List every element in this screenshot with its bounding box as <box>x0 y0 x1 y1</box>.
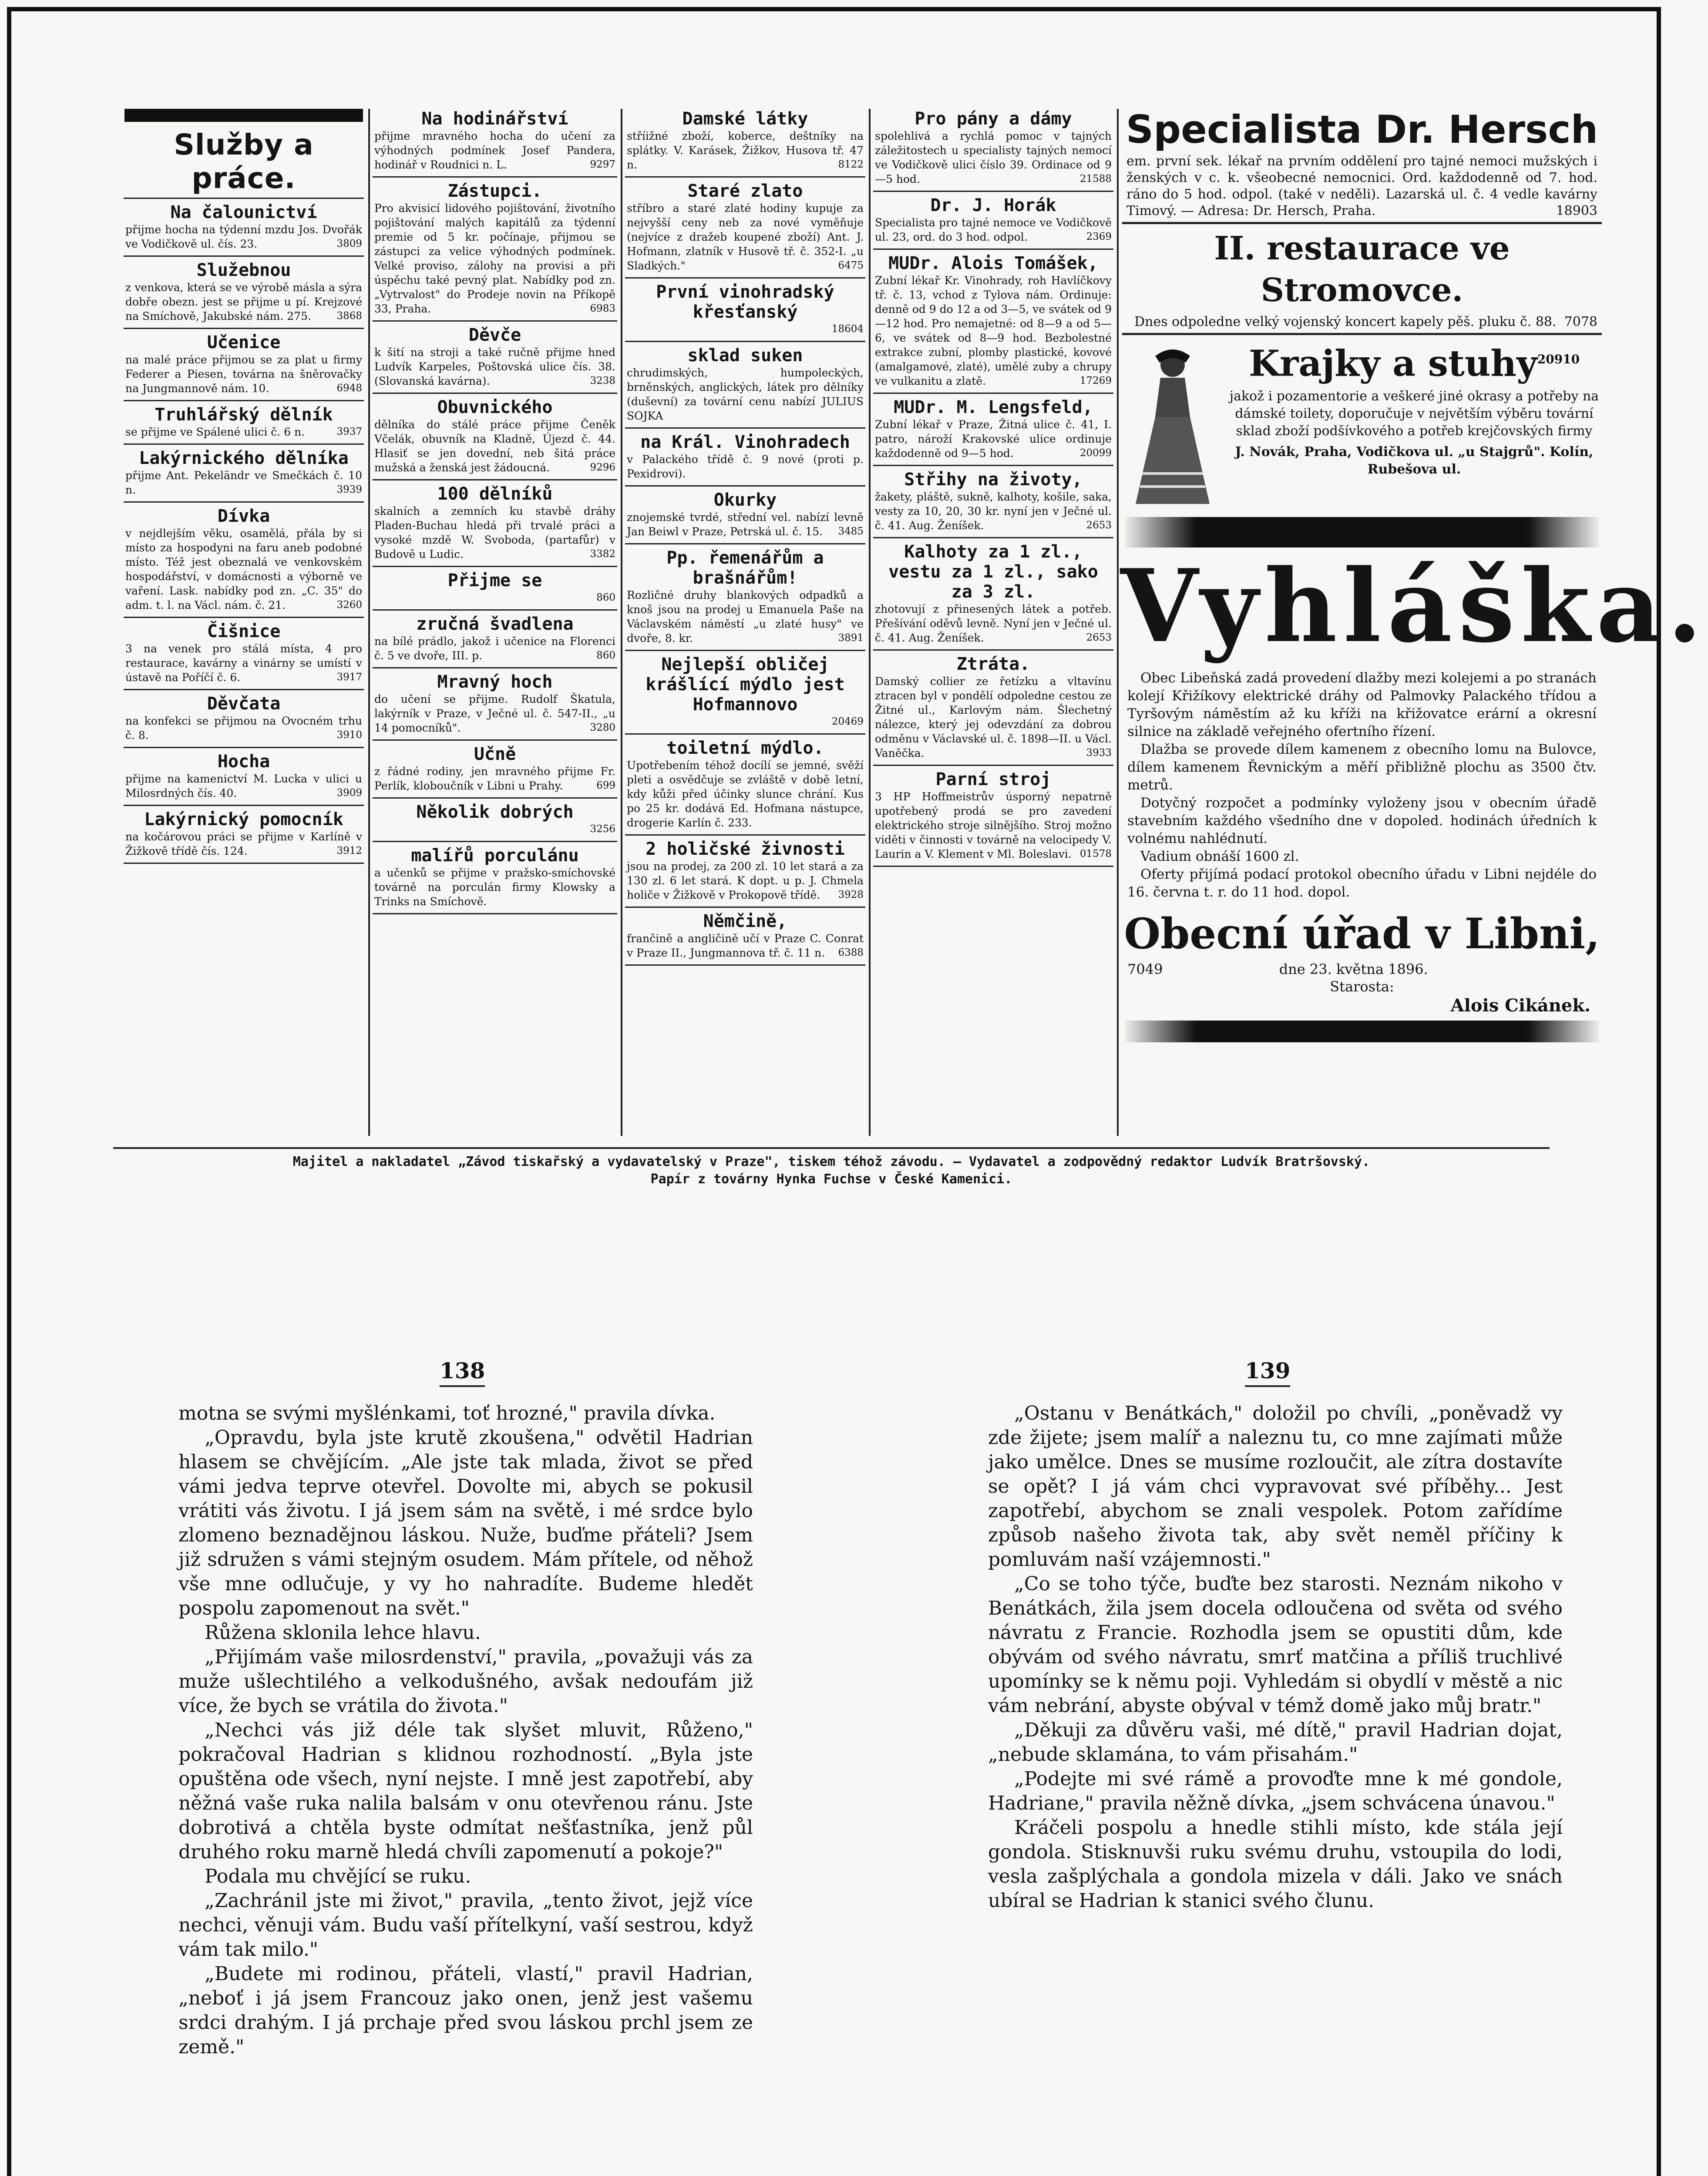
classified-ad <box>125 448 362 497</box>
ad-text: stříbro a staré zlaté hodiny kupuje za nejvyšší ceny neb za nové vyměňuje (nejvíce z dražeb koupené zboží) Ant. J. Hofmann, zlatník v Husově tř. č. 352-I. „u Sladkých." <box>627 202 864 272</box>
column-rule <box>869 109 871 1136</box>
ad-number: 6388 <box>838 947 864 958</box>
section-title: Služby a práce. <box>174 128 314 195</box>
divider <box>873 248 1113 250</box>
ad-number: 7049 <box>1127 961 1163 977</box>
classified-ad <box>374 325 615 388</box>
ad-headline: Hocha <box>217 752 270 772</box>
ad-text: žakety, pláště, sukně, kalhoty, košile, saka, vesty za 10, 20, 30 kr. nyní jen v Ječné ul. č. 41. Aug. Ženíšek. <box>875 490 1112 532</box>
ad-number: 6475 <box>838 260 864 271</box>
ad-text: jsou na prodej, za 200 zl. 10 let stará a za 130 zl. 6 let stará. K dopt. u p. J. Chmela holiče v Žižkově v Prokopově třídě. <box>627 860 864 901</box>
classified-ad <box>374 571 615 605</box>
ad-text: dělníka do stálé práce přijme Čeněk Včelák, obuvník na Kladně, Újezd č. 44. Hlasiť se jen dovední, neb šitá práce mužská a ženská jest žádoucná. <box>374 418 615 474</box>
ad-headline: Učně <box>474 744 516 764</box>
ad-headline: Lakýrnický pomocník <box>144 809 343 829</box>
ad-text: 3 na venek pro stálá místa, 4 pro restaurace, kavárny a vinárny se umístí v ústavě na Poříčí č. 6. <box>125 642 362 684</box>
ad-headline: sklad suken <box>687 346 803 366</box>
ad-number: 18903 <box>1556 203 1597 218</box>
divider <box>373 479 617 480</box>
ad-text: k šití na stroji a také ručně přijme hned Ludvík Karpeles, Poštovská ulice čís. 38. (Slovanská kavárna). <box>374 346 615 387</box>
ad-text: přijme na kamenictví M. Lucka v ulici u Milosrdných čís. 40. <box>125 772 362 799</box>
ad-number: 3928 <box>838 889 864 900</box>
divider <box>373 739 617 741</box>
classified-ad <box>125 809 362 858</box>
ad-text: Damský collier ze řetízku a vltavínu ztracen byl v pondělí odpoledne cestou ze Žitné ul., Karlovým nám. Šlechetný nálezce, který jej odevzdání za dobrou odměnu v Václavské ul. č. 1898—II. u Václ. Vaněčka. <box>875 675 1112 759</box>
divider <box>873 465 1113 466</box>
ad-number: 3912 <box>336 845 362 856</box>
classified-ad <box>374 614 615 663</box>
ad-text: zhotovují z přinesených látek a potřeb. Přešívání oděvů levně. Nyní jen v Ječné ul. č. 41. Aug. Ženíšek. <box>875 603 1112 644</box>
ad-text: Specialista pro tajné nemoce ve Vodičkově ul. 23, ord. do 3 hod. odpol. <box>875 216 1112 243</box>
divider <box>625 964 865 966</box>
vyhlaska-body <box>1127 669 1597 901</box>
ad-number: 2653 <box>1086 520 1112 531</box>
ad-number: 860 <box>596 592 615 603</box>
ad-number: 01578 <box>1079 848 1112 860</box>
classified-ad <box>875 397 1112 460</box>
divider <box>373 320 617 322</box>
krajky-headline <box>1225 339 1604 384</box>
obecni-date: dne 23. května 1896. <box>1279 961 1428 977</box>
imprint-line: Majitel a nakladatel „Závod tiskařský a vydavatelský v Praze", tiskem téhož závodu. — Vydavatel a zodpovědný redaktor Ludvík Bratršovský. <box>293 1154 1370 1169</box>
column-rule <box>1117 109 1119 1136</box>
classified-ad <box>125 202 362 251</box>
ad-text: na bílé prádlo, jakož i učenice na Florenci č. 5 ve dvoře, III. p. <box>374 635 615 662</box>
classified-ad <box>875 109 1112 186</box>
ad-headline: První vinohradský křesťanský <box>656 282 834 322</box>
divider <box>1122 222 1602 224</box>
vyhlaska-paragraph: Oferty přijímá podací protokol obecního úřadu v Libni nejdéle do 16. června t. r. do 11 hod. dopol. <box>1127 866 1597 900</box>
classified-ad <box>627 548 864 645</box>
divider <box>873 866 1113 867</box>
vyhlaska-paragraph: Vadium obnáší 1600 zl. <box>1140 849 1299 864</box>
ad-number: 3939 <box>336 484 362 495</box>
divider <box>124 400 364 401</box>
classified-ad <box>875 654 1112 760</box>
divider <box>124 617 364 618</box>
divider <box>124 255 364 257</box>
divider <box>873 191 1113 192</box>
ad-headline: Truhlářský dělník <box>155 405 333 425</box>
ad-text: z venkova, která se ve výrobě másla a sýra dobře obezn. jest se přijme u pí. Krejzové na Smíchově, Jakubské nám. 275. <box>125 281 362 322</box>
divider <box>625 277 865 279</box>
ad-number: 17269 <box>1079 375 1112 386</box>
story-paragraph: „Nechci vás již déle tak slyšet mluvit, Růženo," pokračoval Hadrian s klidnou rozhodností. „Byla jste opuštěna ode všech, nyní nejste. I mně jest zapotřebí, aby něžná vaše ruka nalila balsám v onu otevřenou ránu. Jste dobrotivá a chtěla byste odmítat nešťastníka, jenž půl druhého roku marně hledá chvíli zapomenutí a pokoje?" <box>178 1719 753 1863</box>
ad-headline: malířů porculánu <box>411 846 579 866</box>
column-rule <box>621 109 622 1136</box>
krajky-title: Krajky a stuhy <box>1248 343 1537 385</box>
divider <box>373 609 617 611</box>
divider <box>124 328 364 329</box>
divider <box>124 747 364 748</box>
story-page-left <box>178 1401 753 2059</box>
ad-headline: Na hodinářství <box>421 109 568 129</box>
divider <box>625 834 865 836</box>
ad-text: Zubní lékař Kr. Vinohrady, roh Havlíčkovy tř. č. 13, vchod z Tylova nám. Ordinuje: denně od 9 do 12 a od 3—5, ve svátek od 9—12 hod. Pro nemajetné: od 8—9 a od 5—6, ve svátek od 8—9 hod. Bezbolestné extrakce zubní, plomby plastické, kovové (amalgamové, zlaté), umělé zuby a chrupy ve vulkanitu a zlatě. <box>875 274 1112 387</box>
ad-headline: na Král. Vinohradech <box>640 432 850 452</box>
ad-number: 18604 <box>831 323 864 335</box>
divider <box>625 543 865 544</box>
ad-text: na konfekci se přijmou na Ovocném trhu č. 8. <box>125 715 362 742</box>
ad-text: chrudimských, humpoleckých, brněnských, anglických, látek pro dělníky (duševní) za tovární cenu nabízí JULIUS SOJKA <box>627 366 864 422</box>
vyhlaska-paragraph: Dlažba se provede dílem kamenem z obecního lomu na Bulovce, dílem kamenem Řevnickým a měří přibližně plochu as 3500 čtv. metrů. <box>1127 742 1597 793</box>
ad-text: jakož i pozamentorie a veškeré jiné okrasy a potřeby na dámské toilety, doporučuje v největším výběru tovární sklad zboží podšívkového a potřeb krejčovských firmy <box>1229 389 1599 439</box>
ad-number: 3238 <box>590 375 615 386</box>
classified-ad <box>374 181 615 316</box>
classified-ad <box>125 405 362 439</box>
classified-ad <box>627 655 864 729</box>
divider <box>625 907 865 908</box>
divider <box>625 341 865 342</box>
ad-headline: Němčině, <box>703 911 787 931</box>
ad-headline: Děvče <box>468 325 521 345</box>
ad-headline: Okurky <box>713 490 777 510</box>
divider <box>873 537 1113 538</box>
ad-number: 3260 <box>336 599 362 611</box>
classified-ad <box>875 253 1112 388</box>
ad-number: 3809 <box>336 238 362 249</box>
ad-headline: II. restaurace ve Stromovce. <box>1214 230 1510 309</box>
vyhlaska-headline: Vyhláška. <box>1120 547 1708 665</box>
ad-headline: 100 dělníků <box>437 484 553 504</box>
ad-firm: J. Novák, Praha, Vodičkova ul. „u Stajgrů". Kolín, Rubešova ul. <box>1235 444 1594 477</box>
ad-headline: Děvčata <box>207 694 281 714</box>
ad-headline: Přijme se <box>447 571 542 591</box>
divider <box>373 176 617 178</box>
ad-text: Pro akvisicí lidového pojištování, životního pojištování malých kapitálů za týdenní premie od 5 kr. počínaje, přijmou se zástupci za velice výhodných podmínek. Velké proviso, zálohy na provisi a při úspěchu také pevný plat. Nabídky pod zn. „Vytrvalost" do Prodeje novin na Příkopě 33, Praha. <box>374 202 615 315</box>
ad-number: 3891 <box>838 632 864 644</box>
ad-headline: Parní stroj <box>935 769 1051 789</box>
ad-text: spolehlivá a rychlá pomoc v tajných záležitostech u specialisty tajných nemocí ve Vodičkově ulici číslo 39. Ordinace od 9—5 hod. <box>875 130 1112 185</box>
decorative-banner <box>1125 517 1599 547</box>
ad-text: frančině a angličině učí v Praze C. Conrat v Praze II., Jungmannova tř. č. 11 n. <box>627 932 864 959</box>
ad-text: do učení se přijme. Rudolf Škatula, lakýrník v Praze, v Ječné ul. č. 547-II., „u 14 pomocníků". <box>374 693 615 734</box>
ad-text: v nejdlejším věku, osamělá, přála by si místo za hospodyni na faru aneb podobné místo. Též jest obeznalá ve venkovském hospodářství, v domácnosti a výborně ve vaření. Lask. nabídky pod zn. „C. 35" do adm. t. l. na Václ. nám. č. 21. <box>125 527 362 611</box>
story-paragraph: „Podejte mi své rámě a provoďte mne k mé gondole, Hadriane," pravila něžně dívka, „jsem schvácena únavou." <box>988 1768 1563 1814</box>
divider <box>124 501 364 503</box>
classified-ad <box>627 911 864 960</box>
classified-ad <box>374 846 615 909</box>
classified-ad <box>627 490 864 539</box>
ad-headline: Lakýrnického dělníka <box>139 448 349 468</box>
classified-ad <box>875 769 1112 861</box>
ad-text: skalních a zemních ku stavbě dráhy Pladen-Buchau hledá při trvalé práci a vysoké mzdě W. Svoboda, (partafůr) v Budově u Ludic. <box>374 505 615 561</box>
classified-ad <box>374 484 615 561</box>
divider <box>124 443 364 445</box>
divider <box>373 913 617 914</box>
ad-headline: Ztráta. <box>956 654 1030 674</box>
divider <box>373 667 617 668</box>
classified-ad <box>875 542 1112 645</box>
divider <box>873 393 1113 394</box>
classified-ad <box>627 109 864 172</box>
classified-ad <box>627 282 864 336</box>
ad-text: Rozličné druhy blankových odpadků a knoš jsou na prodej u Emanuela Paše na Václavském náměstí „u zlaté husy" ve dvoře, 8. kr. <box>627 589 864 645</box>
ad-number: 21588 <box>1079 173 1112 185</box>
page-number-right: 139 <box>1245 1358 1290 1387</box>
ad-text: na malé práce přijmou se za plat u firmy Federer a Piesen, továrna na šněrovačky na Jungmannově nám. 10. <box>125 353 362 395</box>
ad-number: 860 <box>596 650 615 661</box>
ad-headline: Pro pány a dámy <box>915 109 1072 129</box>
classified-ad <box>374 744 615 793</box>
divider <box>124 198 364 199</box>
ad-number: 3485 <box>838 526 864 537</box>
divider <box>124 863 364 864</box>
ad-headline: Specialista Dr. Hersch <box>1126 107 1598 152</box>
ad-text: Zubní lékař v Praze, Žitná ulice č. 41, I. patro, nároží Krakovské ulice ordinuje každodenně od 9—5 hod. <box>875 418 1112 460</box>
ad-number: 2369 <box>1086 231 1112 242</box>
ad-text: přijme mravného hocha do učení za výhodných podmínek Josef Pandera, hodinář v Roudnici n. L. <box>374 130 615 171</box>
story-paragraph: „Zachránil jste mi život," pravila, „tento život, jejž více nechci, věnuji vám. Budu vaší přítelkyní, vaší sestrou, když vám tak milo." <box>178 1890 753 1961</box>
classified-ad <box>627 432 864 481</box>
divider <box>625 427 865 429</box>
ad-number: 3868 <box>336 310 362 322</box>
spacer <box>1544 960 1597 978</box>
classified-ad <box>125 506 362 612</box>
ad-number: 2653 <box>1086 632 1112 643</box>
ad-headline: toiletní mýdlo. <box>666 738 824 758</box>
obecni-urad-title: Obecní úřad v Libni, <box>1124 909 1600 958</box>
story-paragraph: motna se svými myšlénkami, toť hrozné," pravila dívka. <box>178 1402 716 1424</box>
ad-headline: Pp. řemenářům a brašnářům! <box>666 548 824 588</box>
ad-krajky <box>1120 339 1604 513</box>
ad-number: 3280 <box>590 722 615 733</box>
divider <box>625 176 865 178</box>
ad-number: 3933 <box>1086 747 1112 759</box>
ad-text: se přijme ve Spálené ulici č. 6 n. <box>125 426 305 438</box>
ad-specialista <box>1120 109 1604 219</box>
classified-ad <box>627 346 864 423</box>
classified-ad <box>125 332 362 396</box>
divider <box>625 650 865 651</box>
column-ads-2 <box>371 109 619 1136</box>
ad-number: 3909 <box>336 787 362 799</box>
starosta-label: Starosta: <box>1330 978 1394 995</box>
divider <box>373 797 617 799</box>
ad-headline: zručná švadlena <box>416 614 574 634</box>
divider <box>124 689 364 690</box>
classified-ad <box>374 397 615 475</box>
classified-ad <box>125 752 362 800</box>
imprint-line: Papír z továrny Hynka Fuchse v České Kamenici. <box>650 1172 1012 1187</box>
ad-text: znojemské tvrdé, střední vel. nabízí levně Jan Beiwl v Praze, Petrská ul. č. 15. <box>627 511 864 538</box>
classified-ad <box>627 181 864 273</box>
ad-headline: Kalhoty za 1 zl., vestu za 1 zl., sako za 3 zl. <box>888 542 1098 602</box>
imprint-footer <box>131 1153 1532 1188</box>
section-bar <box>124 109 363 122</box>
column-ads-3 <box>623 109 867 1136</box>
classified-ad <box>374 802 615 836</box>
column-rule <box>368 109 370 1136</box>
ad-text: na kočárovou práci se přijme v Karlíně v Žižkově třídě čís. 124. <box>125 830 362 857</box>
divider <box>373 393 617 394</box>
ad-number: 9297 <box>590 159 615 170</box>
ad-number: 699 <box>596 780 615 791</box>
story-paragraph: „Přijímám vaše milosrdenství," pravila, „považuji vás za muže ušlechtilého a velkodušného, avšak nedoufám již více, že bych se vrátila do života." <box>178 1646 753 1717</box>
ad-text: Upotřebením téhož docílí se jemné, svěží pleti a osvědčuje se zvláště v době letní, kdy kůži před účinky slunce chrání. Kus po 25 kr. dodává Ed. Hofmana nástupce, drogerie Karlín č. 233. <box>627 759 864 829</box>
ad-headline: Na čalounictví <box>170 202 317 222</box>
vyhlaska-paragraph: Dotyčný rozpočet a podmínky vyloženy jsou v obecním úřadě stavebním každého všedního dne v dopoled. hodinách úředních k volnému nahlédnutí. <box>1127 795 1597 846</box>
ad-headline: Několik dobrých <box>416 802 574 822</box>
ad-number: 6983 <box>590 303 615 314</box>
lady-figure-icon <box>1120 343 1225 508</box>
classified-ad <box>125 694 362 742</box>
ad-headline: Čišnice <box>207 621 281 641</box>
ad-headline: Služebnou <box>196 260 291 280</box>
ad-text: přijme Ant. Pekeländr ve Smečkách č. 10 n. <box>125 469 362 496</box>
krajky-text-block <box>1225 339 1604 513</box>
ad-headline: Staré zlato <box>687 181 803 201</box>
ad-text: stříižné zboží, koberce, deštníky na splátky. V. Karásek, Žižkov, Husova tř. 47 n. <box>627 130 864 171</box>
ad-headline: MUDr. M. Lengsfeld, <box>894 397 1093 417</box>
divider <box>373 841 617 842</box>
classified-ad <box>627 839 864 902</box>
ad-headline: Zástupci. <box>447 181 542 201</box>
ad-headline: Střihy na životy, <box>904 470 1083 490</box>
divider <box>124 805 364 806</box>
ad-headline: MUDr. Alois Tomášek, <box>888 253 1098 273</box>
ad-headline: Obuvnického <box>437 397 553 417</box>
ad-headline: 2 holičské živnosti <box>646 839 845 859</box>
ad-number: 3382 <box>590 548 615 560</box>
classified-ad <box>125 621 362 685</box>
story-paragraph: Podala mu chvějící se ruku. <box>205 1865 471 1887</box>
classified-ad <box>875 470 1112 533</box>
story-paragraph: „Budete mi rodinou, přáteli, vlastí," pravil Hadrian, „neboť i já jsem Francouz jako onen, jenž jest vašemu srdci drahým. I já prchaje před svou láskou prchl jsem ze země." <box>178 1963 753 2058</box>
ad-number: 8122 <box>838 159 864 170</box>
column-ads-4 <box>871 109 1115 1136</box>
ad-text: v Palackého třídě č. 9 nové (proti p. Pexidrovi). <box>627 453 864 480</box>
ad-restaurace <box>1120 228 1604 330</box>
story-page-right <box>988 1401 1563 1913</box>
ad-headline: Mravný hoch <box>437 672 553 692</box>
divider <box>1122 333 1602 335</box>
column-big-ads <box>1120 107 1708 1136</box>
ad-number: 3937 <box>336 426 362 437</box>
ad-number: 20469 <box>831 716 864 727</box>
ad-headline: Damské látky <box>682 109 808 129</box>
divider <box>625 733 865 735</box>
ad-text-body: Dnes odpoledne velký vojenský koncert kapely pěš. pluku č. 88. <box>1134 314 1557 329</box>
decorative-banner <box>1125 1021 1599 1042</box>
footer-rule <box>113 1147 1550 1149</box>
ad-text: přijme hocha na týdenní mzdu Jos. Dvořák ve Vodičkově ul. čís. 23. <box>125 223 362 250</box>
ad-number: 20099 <box>1079 447 1112 459</box>
divider <box>373 566 617 567</box>
ad-headline: Učenice <box>207 332 281 353</box>
ad-headline: Nejlepší obličej krášlící mýdlo jest Hofmannovo <box>646 655 845 715</box>
ad-number: 20910 <box>1537 352 1580 366</box>
story-paragraph: „Ostanu v Benátkách," doložil po chvíli, „poněvadž vy zde žijete; jsem malíř a naleznu tu, co mne zajímati může jako umělce. Dnes se musíme rozloučit, ale zítra dostavíte se opět? I já vám chci vypravovat své příběhy... Jest zapotřebí, abychom se znali vespolek. Potom zařídíme způsob našeho života tak, aby svět neměl příčiny k pomluvám naší vzájemnosti." <box>988 1402 1563 1571</box>
ad-headline: Dívka <box>217 506 270 526</box>
ad-text: z řádné rodiny, jen mravného přijme Fr. Perlík, kloboučník v Libni u Prahy. <box>374 765 615 792</box>
story-paragraph: „Co se toho týče, buďte bez starosti. Neznám nikoho v Benátkách, žila jsem docela odloučena od světa od svého návratu z Francie. Rozhodla jsem se opustiti dům, kde obývám od svého návratu, smrť matčina a příliš truchlivé upomínky se k němu poji. Vyhledám si obydlí v městě a nic vám nebrání, abyste obýval v témž domě jako můj bratr." <box>988 1573 1563 1717</box>
classified-ad <box>374 672 615 735</box>
ad-number: 3910 <box>336 729 362 741</box>
story-paragraph: Růžena sklonila lehce hlavu. <box>205 1622 481 1644</box>
divider <box>873 649 1113 651</box>
column-sluzby <box>122 109 366 1136</box>
ad-text-body: em. první sek. lékař na prvním oddělení pro tajné nemoci mužských i ženských v c. k. všeobecné nemocnici. Ord. každodenně od 7. hod. ráno do 5 hod. odpol. (také v neděli). Lazarská ul. č. 4 vedle kavárny Timový. — Adresa: Dr. Hersch, Praha. <box>1126 154 1597 218</box>
story-paragraph: „Děkuji za důvěru vaši, mé dítě," pravil Hadrian dojat, „nebude sklamána, to vám přisahám." <box>988 1719 1563 1766</box>
classified-ad <box>374 109 615 172</box>
ad-text <box>1126 314 1597 330</box>
ad-number: 6948 <box>336 383 362 394</box>
ad-number: 7078 <box>1564 314 1597 329</box>
story-paragraph: Kráčeli pospolu a hnedle stihli místo, kde stála její gondola. Stisknuvši ruku svému druhu, vstoupila do lodi, vesla zašplýchala a gondola mizela v dáli. Jako ve snách ubíral se Hadrian k stanici svého člunu. <box>988 1817 1563 1912</box>
page-number-left: 138 <box>440 1358 485 1387</box>
ad-text: a učenků se přijme v pražsko-smíchovské továrně na porculán firmy Klowsky a Trinks na Smíchově. <box>374 866 615 908</box>
classified-ad <box>627 738 864 830</box>
ad-number: 3917 <box>336 672 362 683</box>
divider <box>873 765 1113 766</box>
obecni-date-line <box>1127 960 1597 978</box>
story-paragraph: „Opravdu, byla jste krutě zkoušena," odvětil Hadrian hlasem se chvějícím. „Ale jste tak mlada, život se před vámi jedva teprve otevřel. Dovolte mi, abych se pokusil vrátiti vás životu. I já jsem sám na světě, i mé srdce bylo zlomeno beznadějnou láskou. Nuže, buďme přáteli? Jsem již sdružen s vámi stejným osudem. Mám přítele, od něhož vše mne odlučuje, y vy ho nahradíte. Budeme hledět pospolu zapomenout na svět." <box>178 1427 753 1619</box>
ad-text <box>1126 153 1597 219</box>
classified-ad <box>125 260 362 323</box>
vyhlaska-paragraph: Obec Libeňská zadá provedení dlažby mezi kolejemi a po stranách kolejí Křižíkovy elektrické dráhy od Palmovky Palackého třídou a Tyršovým náměstím až ku kříži na křižovatce erární a okresní silnice na základě veřejného ofertního řízení. <box>1127 670 1597 739</box>
ad-number: 9296 <box>590 462 615 473</box>
divider <box>625 485 865 487</box>
ad-number: 3256 <box>590 823 615 835</box>
starosta-name: Alois Cikánek. <box>1450 995 1590 1016</box>
ad-headline: Dr. J. Horák <box>930 195 1056 215</box>
ad-text: 3 HP Hoffmeistrův úsporný nepatrně upotřebený prodá se pro zavedení elektrického stroje silnějšího. Stroj možno viděti v činnosti v továrně na velocipedy V. Laurin a V. Klement v Ml. Boleslavi. <box>875 790 1112 860</box>
classified-ad <box>875 195 1112 244</box>
